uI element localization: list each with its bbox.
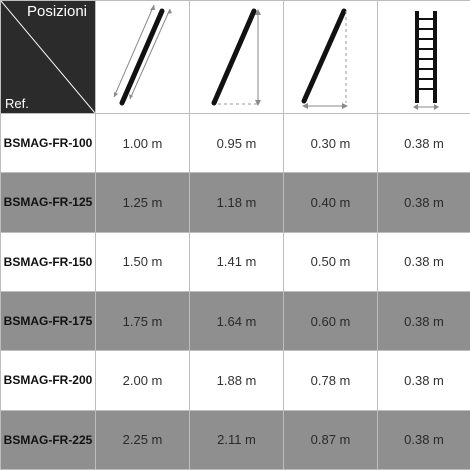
- position-header-1: [96, 1, 190, 114]
- ladder-position-width-icon: [379, 3, 469, 111]
- value-cell: 0.78 m: [284, 351, 378, 410]
- position-header-4: [378, 1, 470, 114]
- value-cell: 0.38 m: [378, 291, 470, 350]
- positions-label: Posizioni: [26, 3, 87, 20]
- value-cell: 0.38 m: [378, 232, 470, 291]
- value-cell: 2.11 m: [190, 410, 284, 469]
- value-cell: 1.50 m: [96, 232, 190, 291]
- ref-cell: BSMAG-FR-150: [1, 232, 96, 291]
- value-cell: 0.30 m: [284, 114, 378, 173]
- table-row: [1, 114, 470, 173]
- value-cell: 0.60 m: [284, 291, 378, 350]
- position-header-3: [284, 1, 378, 114]
- value-cell: 0.95 m: [190, 114, 284, 173]
- value-cell: 0.38 m: [378, 410, 470, 469]
- value-cell: 1.00 m: [96, 114, 190, 173]
- ladder-position-diagonal-icon: [98, 3, 188, 111]
- header-row: [1, 1, 470, 114]
- value-cell: 2.00 m: [96, 351, 190, 410]
- corner-header: [1, 1, 96, 114]
- value-cell: 0.40 m: [284, 173, 378, 232]
- position-header-2: [190, 1, 284, 114]
- table-row: [1, 410, 470, 469]
- table-row: [1, 291, 470, 350]
- ref-cell: BSMAG-FR-125: [1, 173, 96, 232]
- ref-cell: BSMAG-FR-200: [1, 351, 96, 410]
- value-cell: 1.88 m: [190, 351, 284, 410]
- ref-cell: BSMAG-FR-100: [1, 114, 96, 173]
- ref-cell: BSMAG-FR-225: [1, 410, 96, 469]
- ref-cell: BSMAG-FR-175: [1, 291, 96, 350]
- ref-label: Ref.: [5, 96, 29, 111]
- value-cell: 1.64 m: [190, 291, 284, 350]
- value-cell: 0.38 m: [378, 173, 470, 232]
- value-cell: 0.50 m: [284, 232, 378, 291]
- value-cell: 0.38 m: [378, 351, 470, 410]
- value-cell: 1.25 m: [96, 173, 190, 232]
- value-cell: 1.41 m: [190, 232, 284, 291]
- value-cell: 1.18 m: [190, 173, 284, 232]
- value-cell: 1.75 m: [96, 291, 190, 350]
- ladder-position-height-icon: [192, 3, 282, 111]
- table-row: [1, 351, 470, 410]
- value-cell: 0.38 m: [378, 114, 470, 173]
- value-cell: 2.25 m: [96, 410, 190, 469]
- value-cell: 0.87 m: [284, 410, 378, 469]
- ladder-position-base-icon: [286, 3, 376, 111]
- table-row: [1, 232, 470, 291]
- table-row: [1, 173, 470, 232]
